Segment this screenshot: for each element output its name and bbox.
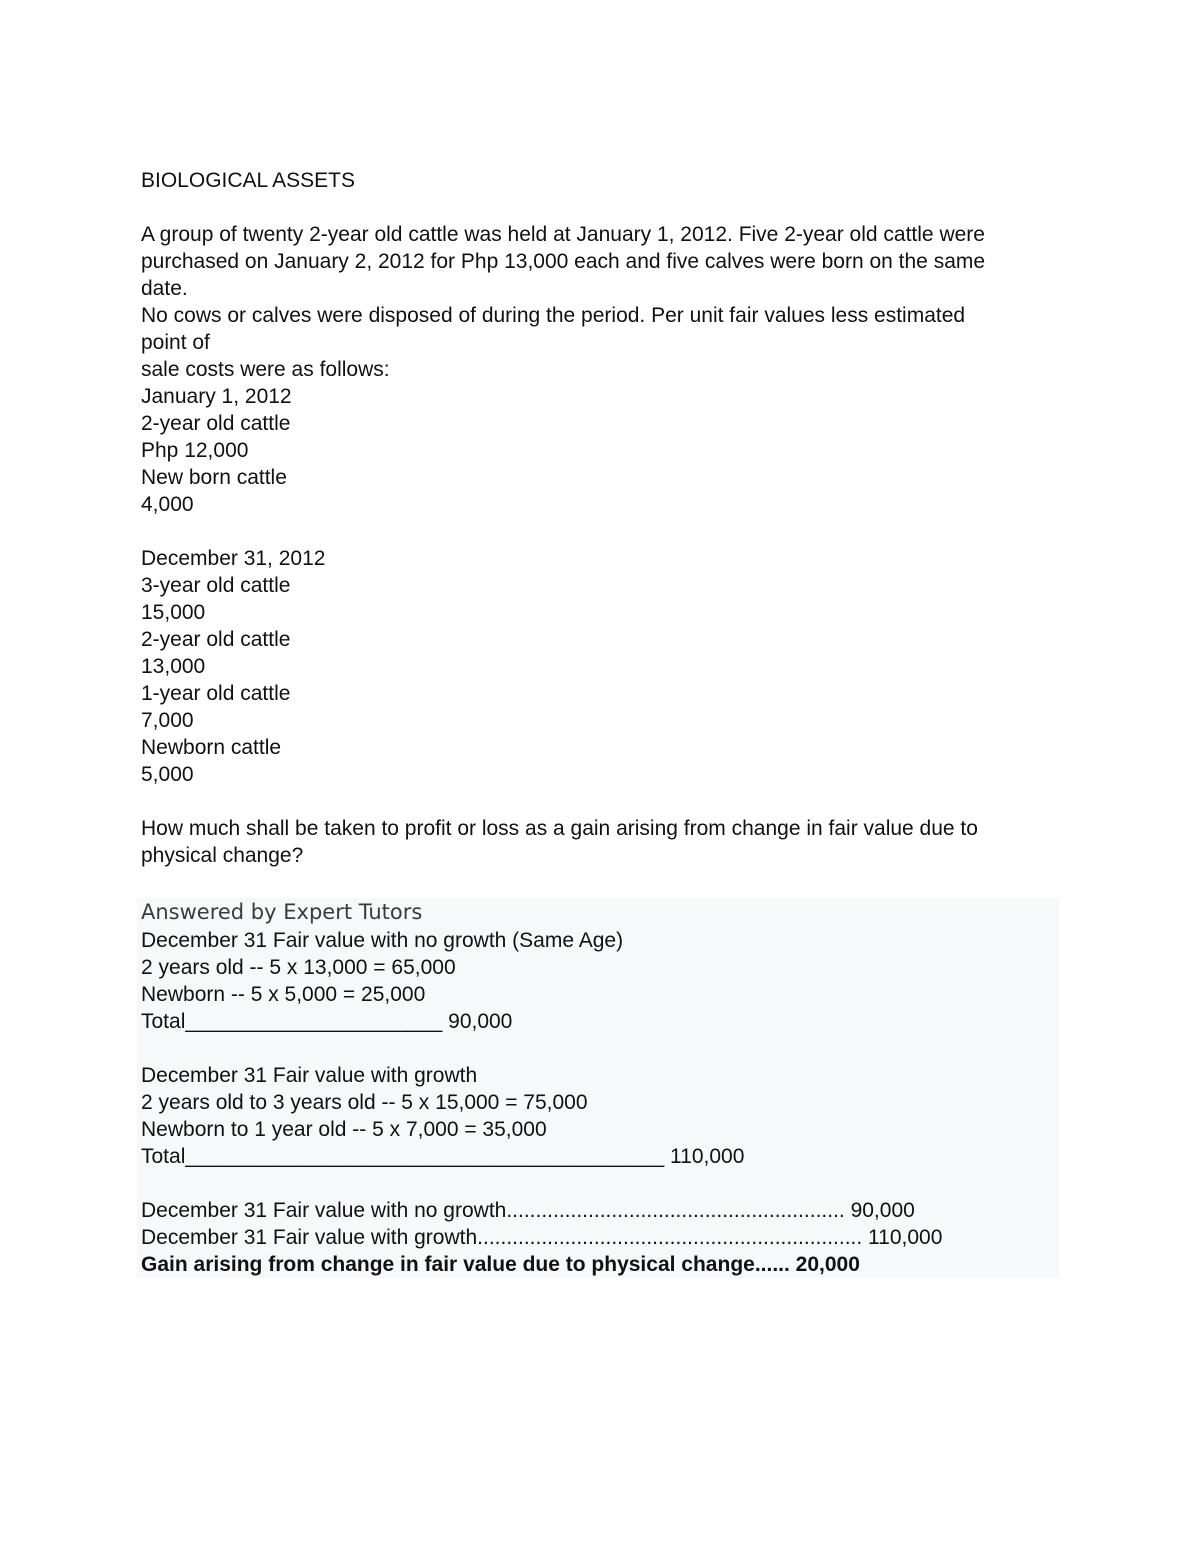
paragraph-line: sale costs were as follows: <box>141 358 390 381</box>
paragraph-line: purchased on January 2, 2012 for Php 13,000 each and five calves were born on the same <box>141 250 986 273</box>
no-growth-heading: December 31 Fair value with no growth (Same Age) <box>141 929 624 952</box>
jan-item-label: New born cattle <box>141 466 287 489</box>
summary-growth: December 31 Fair value with growth.................................................................. 110,000 <box>141 1226 943 1249</box>
spacer <box>141 788 1051 815</box>
question-prompt-line: How much shall be taken to profit or loss as a gain arising from change in fair value due to <box>141 817 978 840</box>
answer-header: Answered by Expert Tutors <box>141 900 423 924</box>
no-growth-line: Newborn -- 5 x 5,000 = 25,000 <box>141 983 426 1006</box>
dec-item-value: 13,000 <box>141 655 206 678</box>
no-growth-line: 2 years old -- 5 x 13,000 = 65,000 <box>141 956 456 979</box>
dec-item-value: 15,000 <box>141 601 206 624</box>
growth-total: Total_________________________________________ 110,000 <box>141 1145 745 1168</box>
jan-date: January 1, 2012 <box>141 385 292 408</box>
paragraph-line: date. <box>141 277 188 300</box>
spacer <box>141 1170 1051 1197</box>
answer-section <box>141 898 1051 1278</box>
dec-item-label: 2-year old cattle <box>141 628 291 651</box>
dec-item-value: 5,000 <box>141 763 194 786</box>
growth-line: 2 years old to 3 years old -- 5 x 15,000 = 75,000 <box>141 1091 588 1114</box>
dec-item-value: 7,000 <box>141 709 194 732</box>
dec-date: December 31, 2012 <box>141 547 326 570</box>
jan-item-value: 4,000 <box>141 493 194 516</box>
growth-heading: December 31 Fair value with growth <box>141 1064 478 1087</box>
summary-no-growth: December 31 Fair value with no growth.......................................................... 90,000 <box>141 1199 915 1222</box>
paragraph-line: No cows or calves were disposed of during the period. Per unit fair values less estimated <box>141 304 966 327</box>
jan-item-value: Php 12,000 <box>141 439 249 462</box>
question-section <box>141 167 1051 869</box>
dec-item-label: Newborn cattle <box>141 736 282 759</box>
no-growth-total: Total______________________ 90,000 <box>141 1010 513 1033</box>
dec-item-label: 1-year old cattle <box>141 682 291 705</box>
paragraph-line: point of <box>141 331 210 354</box>
paragraph-line: A group of twenty 2-year old cattle was held at January 1, 2012. Five 2-year old cattle were <box>141 223 985 246</box>
dec-item-label: 3-year old cattle <box>141 574 291 597</box>
growth-line: Newborn to 1 year old -- 5 x 7,000 = 35,000 <box>141 1118 547 1141</box>
jan-item-label: 2-year old cattle <box>141 412 291 435</box>
summary-gain: Gain arising from change in fair value due to physical change...... 20,000 <box>141 1253 860 1276</box>
document-title: BIOLOGICAL ASSETS <box>141 169 355 192</box>
spacer <box>141 518 1051 545</box>
spacer <box>141 194 1051 221</box>
question-prompt-line: physical change? <box>141 844 304 867</box>
spacer <box>141 1035 1051 1062</box>
